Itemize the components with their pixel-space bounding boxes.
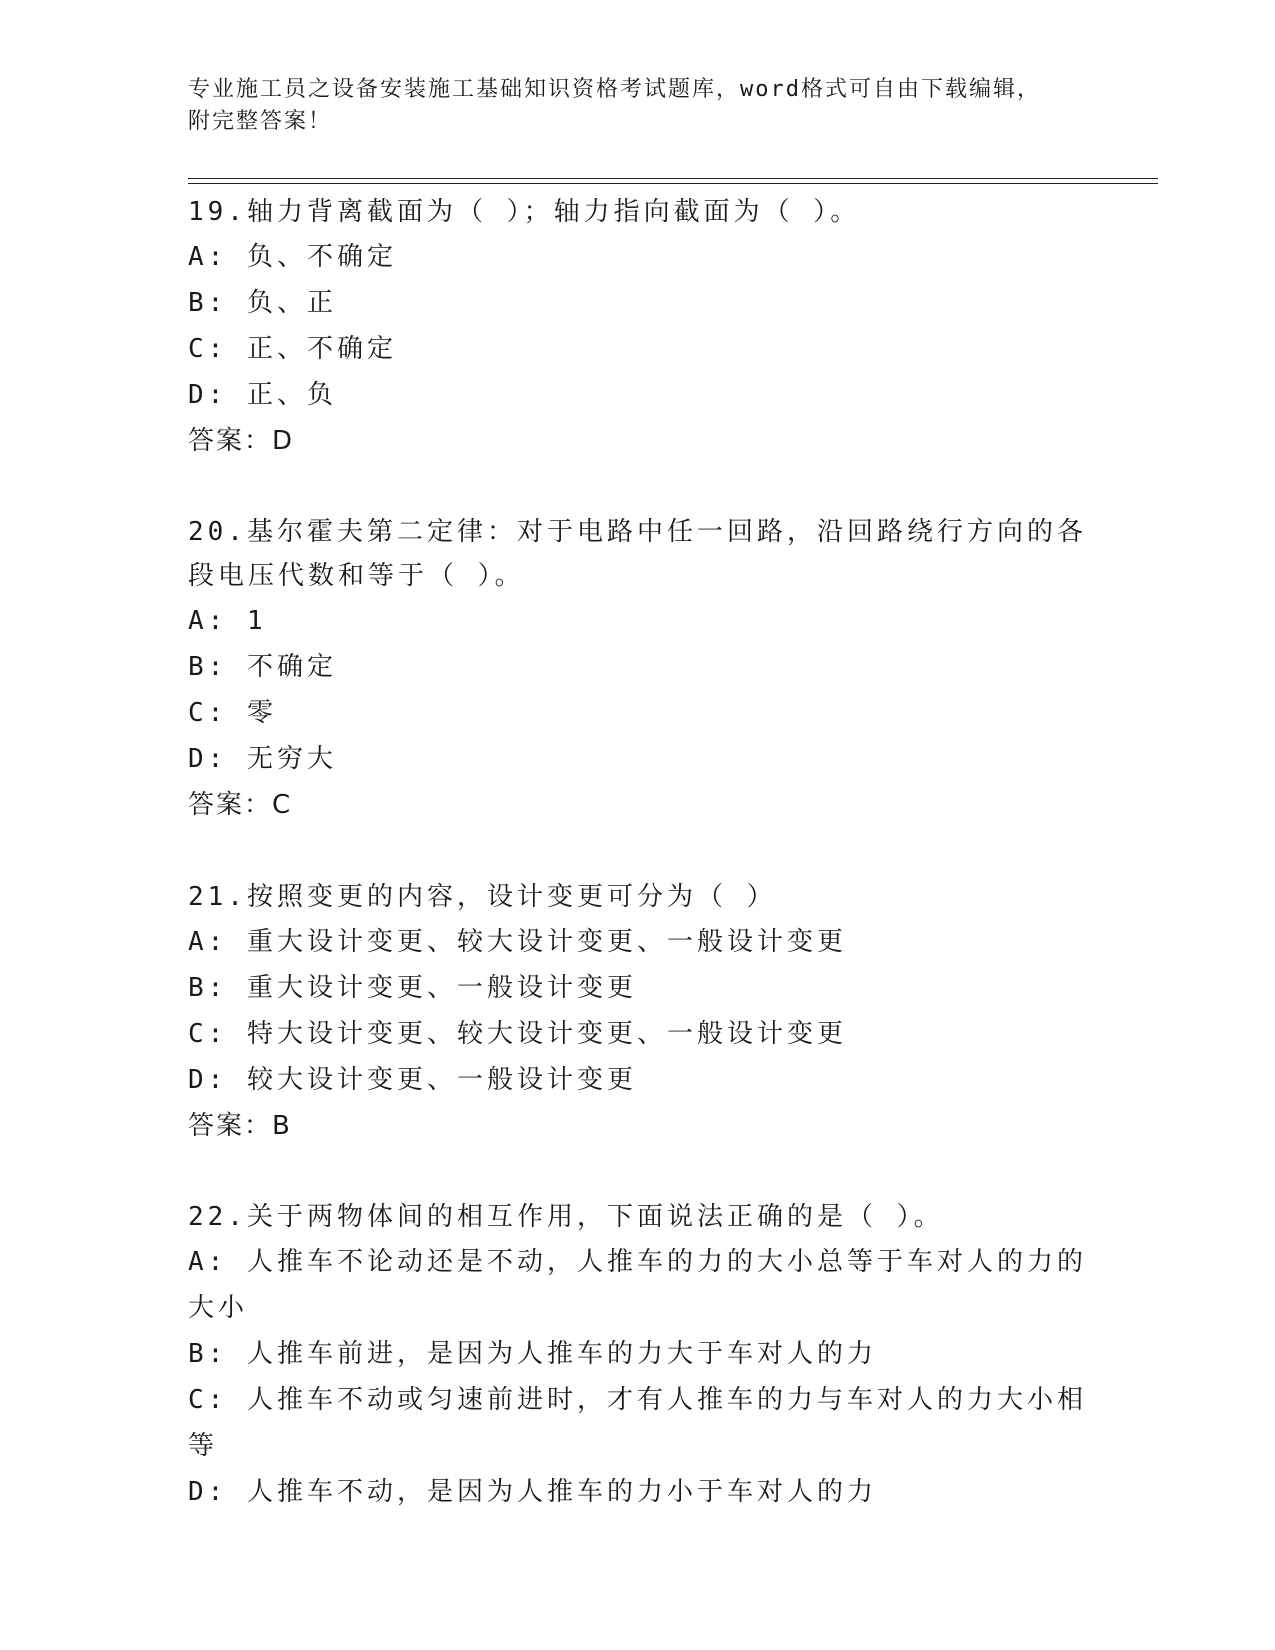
option-a: A: 负、不确定 — [188, 242, 397, 272]
question-22 — [188, 1195, 1088, 1515]
question-stem: 22.关于两物体间的相互作用，下面说法正确的是（ ）。 — [188, 1202, 944, 1232]
question-20 — [188, 510, 1088, 828]
option-c: C: 正、不确定 — [188, 334, 397, 364]
answer: 答案：B — [188, 1111, 292, 1141]
question-stem: 20.基尔霍夫第二定律：对于电路中任一回路，沿回路绕行方向的各段电压代数和等于（ ）。 — [188, 517, 1087, 591]
option-b: B: 重大设计变更、一般设计变更 — [188, 973, 637, 1003]
option-d: D: 正、负 — [188, 380, 337, 410]
option-b: B: 不确定 — [188, 652, 337, 682]
option-d: D: 人推车不动，是因为人推车的力小于车对人的力 — [188, 1477, 877, 1507]
option-a: A: 重大设计变更、较大设计变更、一般设计变更 — [188, 927, 847, 957]
question-19 — [188, 190, 1088, 464]
answer: 答案：D — [188, 426, 295, 456]
option-d: D: 无穷大 — [188, 744, 337, 774]
header-divider-bottom — [188, 183, 1158, 184]
option-d: D: 较大设计变更、一般设计变更 — [188, 1065, 637, 1095]
option-c: C: 人推车不动或匀速前进时，才有人推车的力与车对人的力大小相等 — [188, 1385, 1087, 1461]
header-divider-top — [188, 178, 1158, 179]
document-header — [188, 74, 1068, 138]
option-a: A: 人推车不论动还是不动，人推车的力的大小总等于车对人的力的大小 — [188, 1247, 1087, 1323]
question-21 — [188, 875, 1088, 1149]
header-line-1: 专业施工员之设备安装施工基础知识资格考试题库，word格式可自由下载编辑， — [188, 77, 1041, 102]
option-b: B: 负、正 — [188, 288, 337, 318]
option-c: C: 特大设计变更、较大设计变更、一般设计变更 — [188, 1019, 847, 1049]
question-stem: 21.按照变更的内容，设计变更可分为（ ） — [188, 882, 777, 912]
option-c: C: 零 — [188, 698, 277, 728]
question-stem: 19.轴力背离截面为（ ）；轴力指向截面为（ ）。 — [188, 197, 861, 227]
option-a: A: 1 — [188, 606, 267, 636]
option-b: B: 人推车前进，是因为人推车的力大于车对人的力 — [188, 1339, 877, 1369]
answer: 答案：C — [188, 790, 293, 820]
header-line-2: 附完整答案！ — [188, 109, 333, 134]
